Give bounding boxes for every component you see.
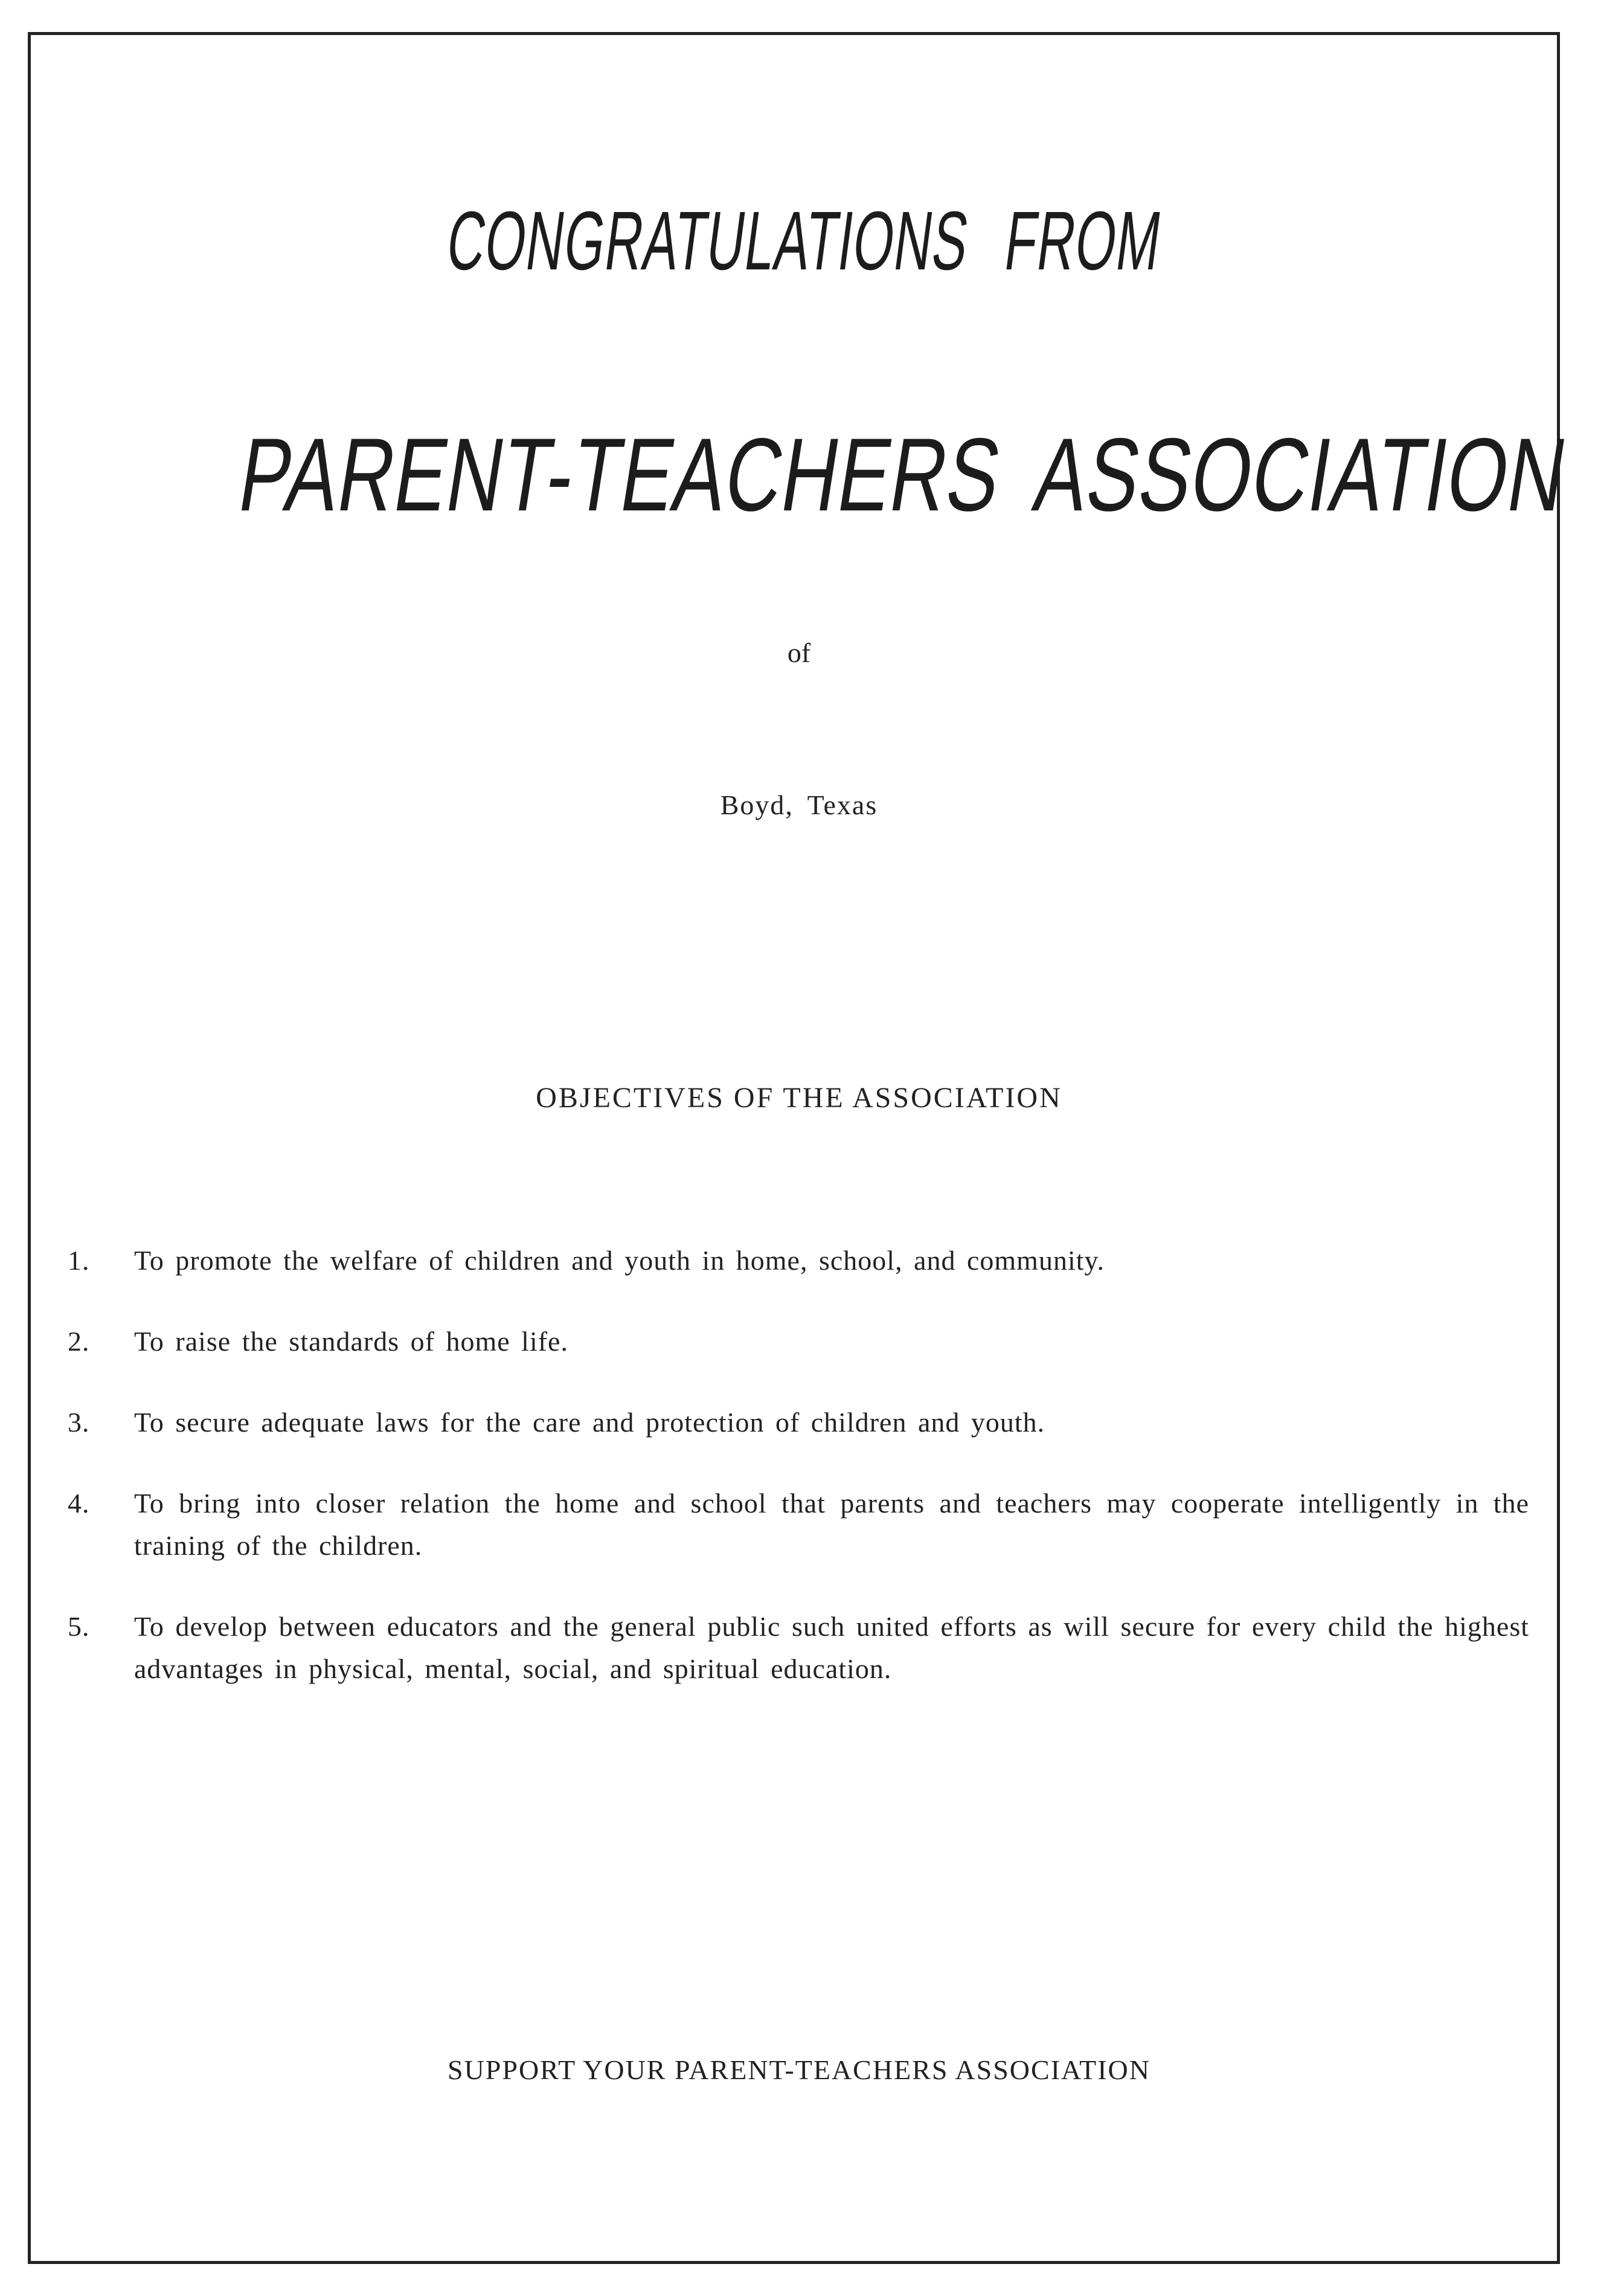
objective-item-2 [68,1320,1535,1363]
objective-text: To promote the welfare of children and youth in home, school, and community. [134,1245,1105,1276]
title-congratulations-from [0,195,1598,288]
objectives-heading: OBJECTIVES OF THE ASSOCIATION [536,1082,1062,1114]
objective-number: 2. [68,1326,90,1357]
objective-number: 4. [68,1488,90,1519]
title-line-1-text: CONGRATULATIONS FROM [441,195,1167,288]
objective-item-5 [68,1606,1535,1690]
objective-number: 1. [68,1245,90,1276]
of-text: of [787,637,811,668]
objective-item-1 [68,1240,1535,1282]
objective-text: To develop between educators and the general public such united efforts as will secure for every child the highest advantages in physical, mental, social, and spiritual education. [134,1611,1529,1684]
footer-support-text: SUPPORT YOUR PARENT-TEACHERS ASSOCIATION [447,2054,1150,2085]
objective-text: To secure adequate laws for the care and protection of children and youth. [134,1407,1045,1438]
title-parent-teachers-association [0,417,1598,533]
objective-text: To raise the standards of home life. [134,1326,568,1357]
objective-text: To bring into closer relation the home and school that parents and teachers may cooperate intelligently in the training of the children. [134,1488,1529,1561]
objective-number: 3. [68,1407,90,1438]
objective-item-3 [68,1401,1535,1444]
title-line-2-text: PARENT-TEACHERS ASSOCIATION [231,417,1575,533]
objectives-list [68,1240,1535,1690]
objective-item-4 [68,1482,1535,1567]
place-text: Boyd, Texas [720,789,878,820]
page-border-frame [28,32,1560,2264]
objective-number: 5. [68,1611,90,1642]
